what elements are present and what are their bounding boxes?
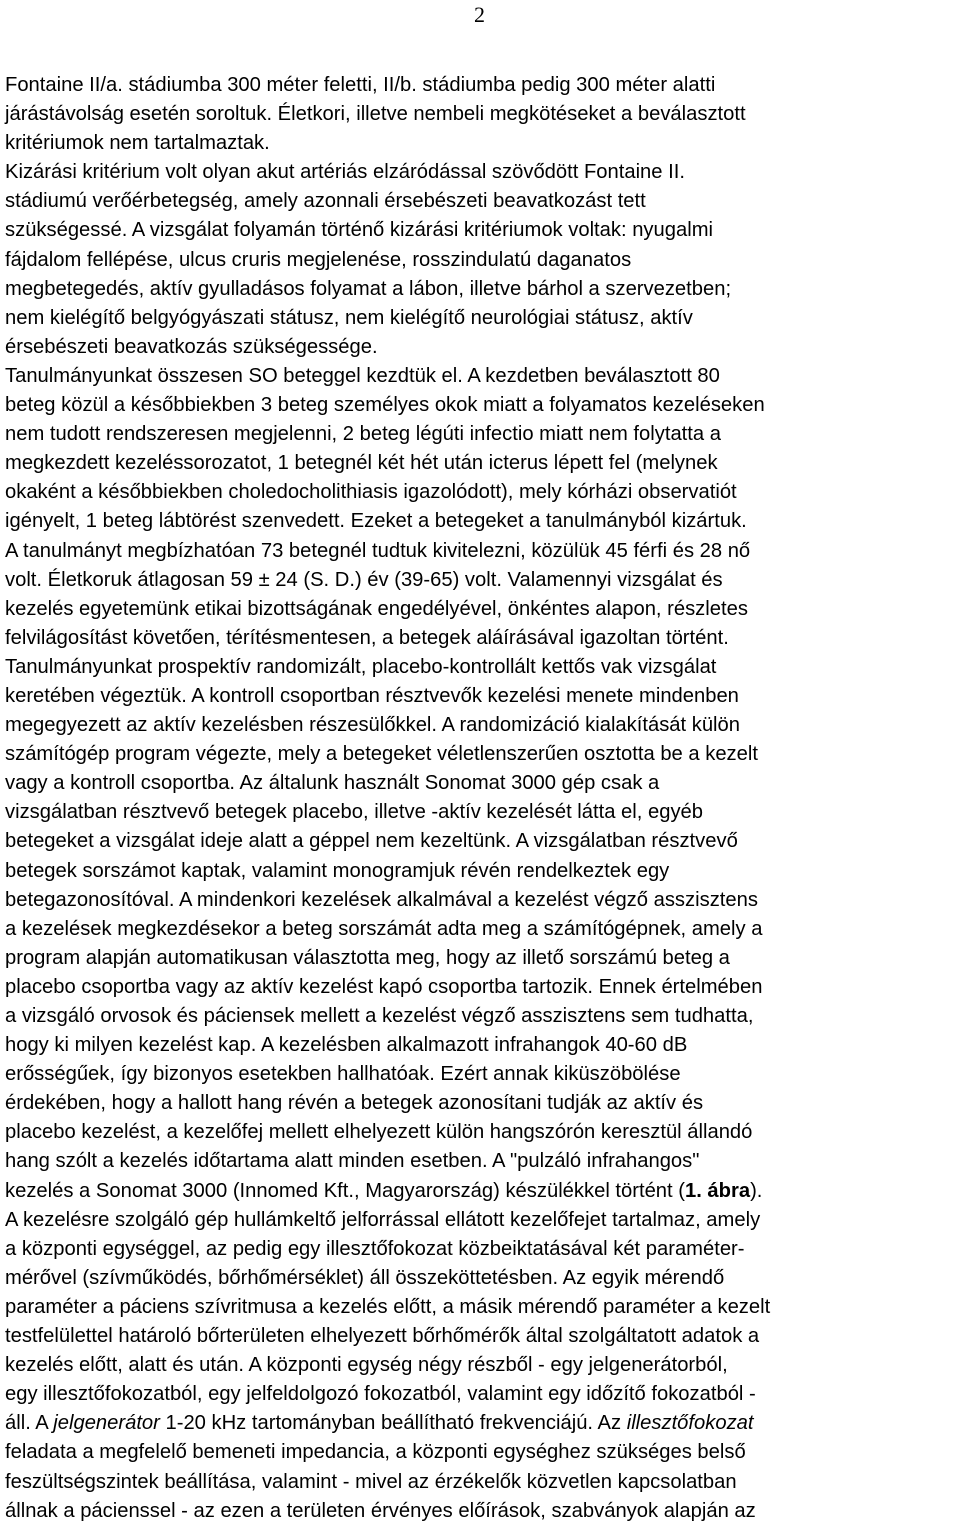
text-segment: ). [750, 1179, 763, 1202]
text-line: paraméter a páciens szívritmusa a kezelés előtt, a másik mérendő paraméter a kezelt [5, 1295, 771, 1318]
text-line: Tanulmányunkat prospektív randomizált, placebo-kontrollált kettős vak vizsgálat [5, 655, 717, 678]
text-line: volt. Életkoruk átlagosan 59 ± 24 (S. D.) év (39-65) volt. Valamennyi vizsgálat és [5, 568, 723, 591]
text-line: A kezelésre szolgáló gép hullámkeltő jelforrással ellátott kezelőfejet tartalmaz, amely [5, 1208, 761, 1231]
text-line: betegek sorszámot kaptak, valamint monogramjuk révén rendelkeztek egy [5, 859, 670, 882]
text-line-figure-ref [5, 1177, 957, 1206]
text-line: mérővel (szívműködés, bőrhőmérséklet) áll összeköttetésben. Az egyik mérendő [5, 1266, 725, 1289]
text-line: program alapján automatikusan választotta meg, hogy az illető sorszámú beteg a [5, 946, 730, 969]
text-line-italic-terms [5, 1409, 957, 1438]
text-line: Kizárási kritérium volt olyan akut artériás elzáródással szövődött Fontaine II. [5, 161, 685, 184]
text-line: vizsgálatban résztvevő betegek placebo, illetve -aktív kezelését látta el, egyéb [5, 801, 703, 824]
text-line: A tanulmányt megbízhatóan 73 betegnél tudtuk kivitelezni, közülük 45 férfi és 28 nő [5, 539, 751, 562]
page-number: 2 [474, 2, 485, 27]
text-segment: 1-20 kHz tartományban beállítható frekvenciájú. Az [159, 1412, 627, 1435]
text-line: stádiumú verőérbetegség, amely azonnali érsebészeti beavatkozást tett [5, 190, 646, 213]
text-line: testfelülettel határoló bőrterületen elhelyezett bőrhőmérők által szolgáltatott adatok a [5, 1325, 760, 1348]
text-line: placebo csoportba vagy az aktív kezelést kapó csoportba tartozik. Ennek értelmében [5, 975, 763, 998]
text-line: feszültségszintek beállítása, valamint - mivel az érzékelők közvetlen kapcsolatban [5, 1470, 737, 1493]
figure-reference[interactable]: 1. ábra [684, 1179, 751, 1202]
text-line: kezelés egyetemünk etikai bizottságának engedélyével, önkéntes alapon, részletes [5, 597, 748, 620]
italic-term: illesztőfokozat [626, 1412, 754, 1435]
text-line: a vizsgáló orvosok és páciensek mellett a kezelést végző asszisztens sem tudhatta, [5, 1005, 754, 1027]
text-segment: kezelés a Sonomat 3000 (Innomed Kft., Magyarország) készülékkel történt ( [5, 1179, 685, 1202]
text-line: érsebészeti beavatkozás szükségessége. [5, 335, 378, 358]
document-body [5, 71, 957, 1526]
text-line: megbetegedés, aktív gyulladásos folyamat a lábon, illetve bárhol a szervezetben; [5, 277, 732, 300]
text-line: betegeket a vizsgálat ideje alatt a géppel nem kezeltünk. A vizsgálatban résztvevő [5, 830, 738, 853]
text-line: megkezdett kezeléssorozatot, 1 betegnél két hét után icterus lépett fel (melynek [5, 452, 718, 475]
text-line: okaként a későbbiekben choledocholithiasis igazolódott), mely kórházi observatiót [5, 481, 737, 504]
text-line: erősségűek, így bizonyos esetekben hallhatóak. Ezért annak kiküszöbölése [5, 1063, 681, 1086]
italic-term: jelgenerátor [53, 1412, 160, 1435]
text-line: kezelés előtt, alatt és után. A központi egység négy részből - egy jelgenerátorból, [5, 1354, 728, 1377]
text-line: szükségessé. A vizsgálat folyamán történő kizárási kritériumok voltak: nyugalmi [5, 219, 713, 242]
text-line: érdekében, hogy a hallott hang révén a betegek azonosítani tudják az aktív és [5, 1092, 704, 1115]
text-line: Tanulmányunkat összesen SO beteggel kezdtük el. A kezdetben beválasztott 80 [5, 364, 720, 387]
text-line: feladata a megfelelő bemeneti impedancia, a központi egységhez szükséges belső [5, 1441, 746, 1464]
text-line: hang szólt a kezelés időtartama alatt minden esetben. A "pulzáló infrahangos" [5, 1150, 700, 1173]
text-line: beteg közül a későbbiekben 3 beteg személyes okok miatt a folyamatos kezeléseken [5, 394, 765, 417]
text-line: a kezelések megkezdésekor a beteg sorszámát adta meg a számítógépnek, amely a [5, 917, 763, 940]
text-line: a központi egységgel, az pedig egy illesztőfokozat közbeiktatásával két paraméter- [5, 1237, 745, 1260]
text-line: vagy a kontroll csoportba. Az általunk használt Sonomat 3000 gép csak a [5, 772, 660, 795]
text-line: számítógép program végezte, mely a betegeket véletlenszerűen osztotta be a kezelt [5, 743, 758, 766]
text-line: betegazonosítóval. A mindenkori kezelések alkalmával a kezelést végző asszisztens [5, 888, 758, 911]
text-line: hogy ki milyen kezelést kap. A kezelésben alkalmazott infrahangok 40-60 dB [5, 1034, 688, 1057]
text-line: felvilágosítást követően, térítésmentesen, a betegek aláírásával igazoltan történt. [5, 626, 729, 649]
text-line: kritériumok nem tartalmaztak. [5, 132, 270, 155]
text-line: fájdalom fellépése, ulcus cruris megjelenése, rosszindulatú daganatos [5, 248, 632, 271]
text-line: egy illesztőfokozatból, egy jelfeldolgozó fokozatból, valamint egy időzítő fokozatból - [5, 1383, 756, 1406]
text-line: placebo kezelést, a kezelőfej mellett elhelyezett külön hangszórón keresztül állandó [5, 1121, 753, 1144]
text-line: járástávolság esetén soroltuk. Életkori, illetve nembeli megkötéseket a beválasztott [5, 103, 746, 126]
text-line: nem kielégítő belgyógyászati státusz, nem kielégítő neurológiai státusz, aktív [5, 306, 693, 329]
text-line: keretében végeztük. A kontroll csoportban résztvevők kezelési menete mindenben [5, 684, 739, 707]
text-line: megegyezett az aktív kezelésben részesülőkkel. A randomizáció kialakítását külön [5, 714, 740, 737]
text-segment: áll. A [5, 1412, 54, 1435]
text-line: nem tudott rendszeresen megjelenni, 2 beteg légúti infectio miatt nem folytatta a [5, 423, 721, 446]
text-line: Fontaine II/a. stádiumba 300 méter feletti, II/b. stádiumba pedig 300 méter alatti [5, 74, 716, 96]
text-line: igényelt, 1 beteg lábtörést szenvedett. Ezeket a betegeket a tanulmányból kizártuk. [5, 510, 747, 533]
text-line: állnak a pácienssel - az ezen a területen érvényes előírások, szabványok alapján az [5, 1499, 756, 1522]
